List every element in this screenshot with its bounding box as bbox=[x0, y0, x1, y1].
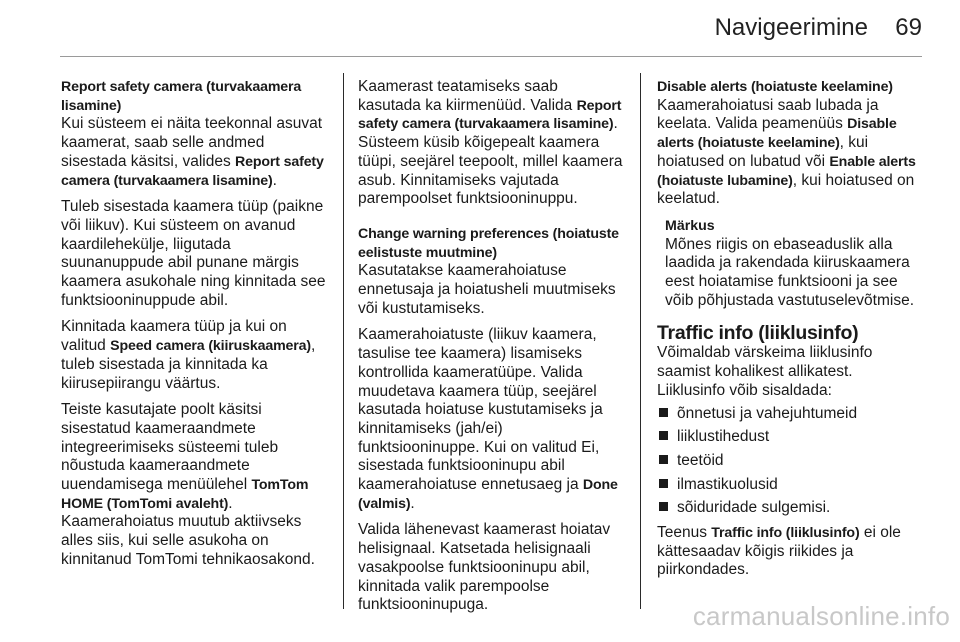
column-divider-2 bbox=[640, 73, 641, 609]
paragraph: Tuleb sisestada kaamera tüüp (paikne või liikuv). Kui süsteem on avanud kaardilehekülje, liigutada suunanuppude abil punane märgis kaamera asukohale ning kinnitada see funktsiooninuppude abil. bbox=[61, 198, 326, 309]
paragraph: Kinnitada kaamera tüüp ja kui on valitud Speed camera (kiiruskaamera), tuleb sisestada ja kinnitada ka kiirusepiirangu väärtus. bbox=[61, 318, 316, 392]
list-item: teetöid bbox=[657, 452, 925, 471]
list-item: õnnetusi ja vahejuhtumeid bbox=[657, 405, 925, 424]
paragraph: Kaamerast teatamiseks saab kasutada ka kiirmenüüd. Valida Report safety camera (turvakaamera lisamine). Süsteem küsib kõigepealt kaamera tüüpi, seejärel teepoolt, millel kaamera asub. Kinnitamiseks vajutada parempoolset funktsiooninuppu. bbox=[358, 78, 623, 208]
note-box bbox=[665, 217, 925, 311]
note-title: Märkus bbox=[665, 217, 715, 234]
column-3 bbox=[657, 78, 925, 588]
bullet-icon bbox=[659, 431, 668, 440]
list-item: ilmastikuolusid bbox=[657, 476, 925, 495]
page-title: Navigeerimine bbox=[714, 14, 868, 41]
paragraph: Disable alerts (hoiatuste keelamine) Kaamerahoiatusi saab lubada ja keelata. Valida peamenüüs Disable alerts (hoiatuste keelamine), kui hoiatused on lubatud või Enable alerts (hoiatuste lubamine), kui hoiatused on keelatud. bbox=[657, 79, 916, 208]
paragraph: Liiklusinfo võib sisaldada: bbox=[657, 381, 832, 399]
list-item: sõiduridade sulgemisi. bbox=[657, 499, 925, 518]
paragraph: Teenus Traffic info (liiklusinfo) ei ole kättesaadav kõigis riikides ja piirkondades. bbox=[657, 524, 901, 579]
section-title: Traffic info (liiklusinfo) bbox=[657, 322, 859, 345]
column-1 bbox=[61, 78, 329, 578]
paragraph: Valida lähenevast kaamerast hoiatav helisignaal. Katsetada helisignaali vasakpoolse funktsiooninupu abil, kinnitada valik parempoolse funktsiooninupuga. bbox=[358, 521, 611, 614]
section-heading: Report safety camera (turvakaamera lisamine) bbox=[61, 79, 302, 114]
paragraph: Report safety camera (turvakaamera lisamine) Kui süsteem ei näita teekonnal asuvat kaamerat, saab selle andmed sisestada käsitsi, valides Report safety camera (turvakaamera lisamine). bbox=[61, 79, 324, 189]
page-header bbox=[0, 0, 960, 56]
bullet-icon bbox=[659, 502, 668, 511]
paragraph: Change warning preferences (hoiatuste eelistuste muutmine) Kasutatakse kaamerahoiatuse ennetusaja ja hoiatusheli muutmiseks või kustutamiseks. bbox=[358, 225, 619, 317]
watermark: carmanualsonline.info bbox=[692, 601, 950, 631]
column-2 bbox=[358, 78, 623, 623]
section-heading: Disable alerts (hoiatuste keelamine) bbox=[657, 79, 893, 95]
bullet-icon bbox=[659, 408, 668, 417]
header-divider bbox=[60, 56, 922, 57]
bullet-icon bbox=[659, 455, 668, 464]
paragraph: Võimaldab värskeima liiklusinfo saamist kohalikest allikatest. bbox=[657, 344, 873, 381]
page-number: 69 bbox=[895, 14, 922, 41]
section-heading: Change warning preferences (hoiatuste eelistuste muutmine) bbox=[358, 225, 619, 261]
list-item: liiklustihedust bbox=[657, 428, 925, 447]
bullet-icon bbox=[659, 479, 668, 488]
note-text: Mõnes riigis on ebaseaduslik alla laadida ja rakendada kiiruskaamera eest hoiatamise funktsiooni ja see võib põhjustada vastutuselevõtmise. bbox=[665, 235, 915, 309]
bullet-list bbox=[657, 405, 925, 519]
paragraph: Kaamerahoiatus muutub aktiivseks alles siis, kui selle asukoha on kinnitanud TomTomi tehnikaosakond. bbox=[61, 513, 315, 568]
paragraph: Teiste kasutajate poolt käsitsi sisestatud kaameraandmete integreerimiseks süsteemi tuleb nõustuda kaameraandmete uuendamisega menüülehel TomTom HOME (TomTomi avaleht). bbox=[61, 401, 309, 512]
column-divider-1 bbox=[343, 73, 344, 609]
paragraph: Kaamerahoiatuste (liikuv kaamera, tasulise tee kaamera) lisamiseks kontrollida kaameratüüpe. Valida muudetava kaamera tüüp, seejärel kasutada hoiatuse kustutamiseks ja kinnitamiseks (jah/ei) funktsiooninuppe. Kui on valitud Ei, sisestada funktsiooninupu abil kaamerahoiatuse ennetusaeg ja Done (valmis). bbox=[358, 326, 618, 512]
